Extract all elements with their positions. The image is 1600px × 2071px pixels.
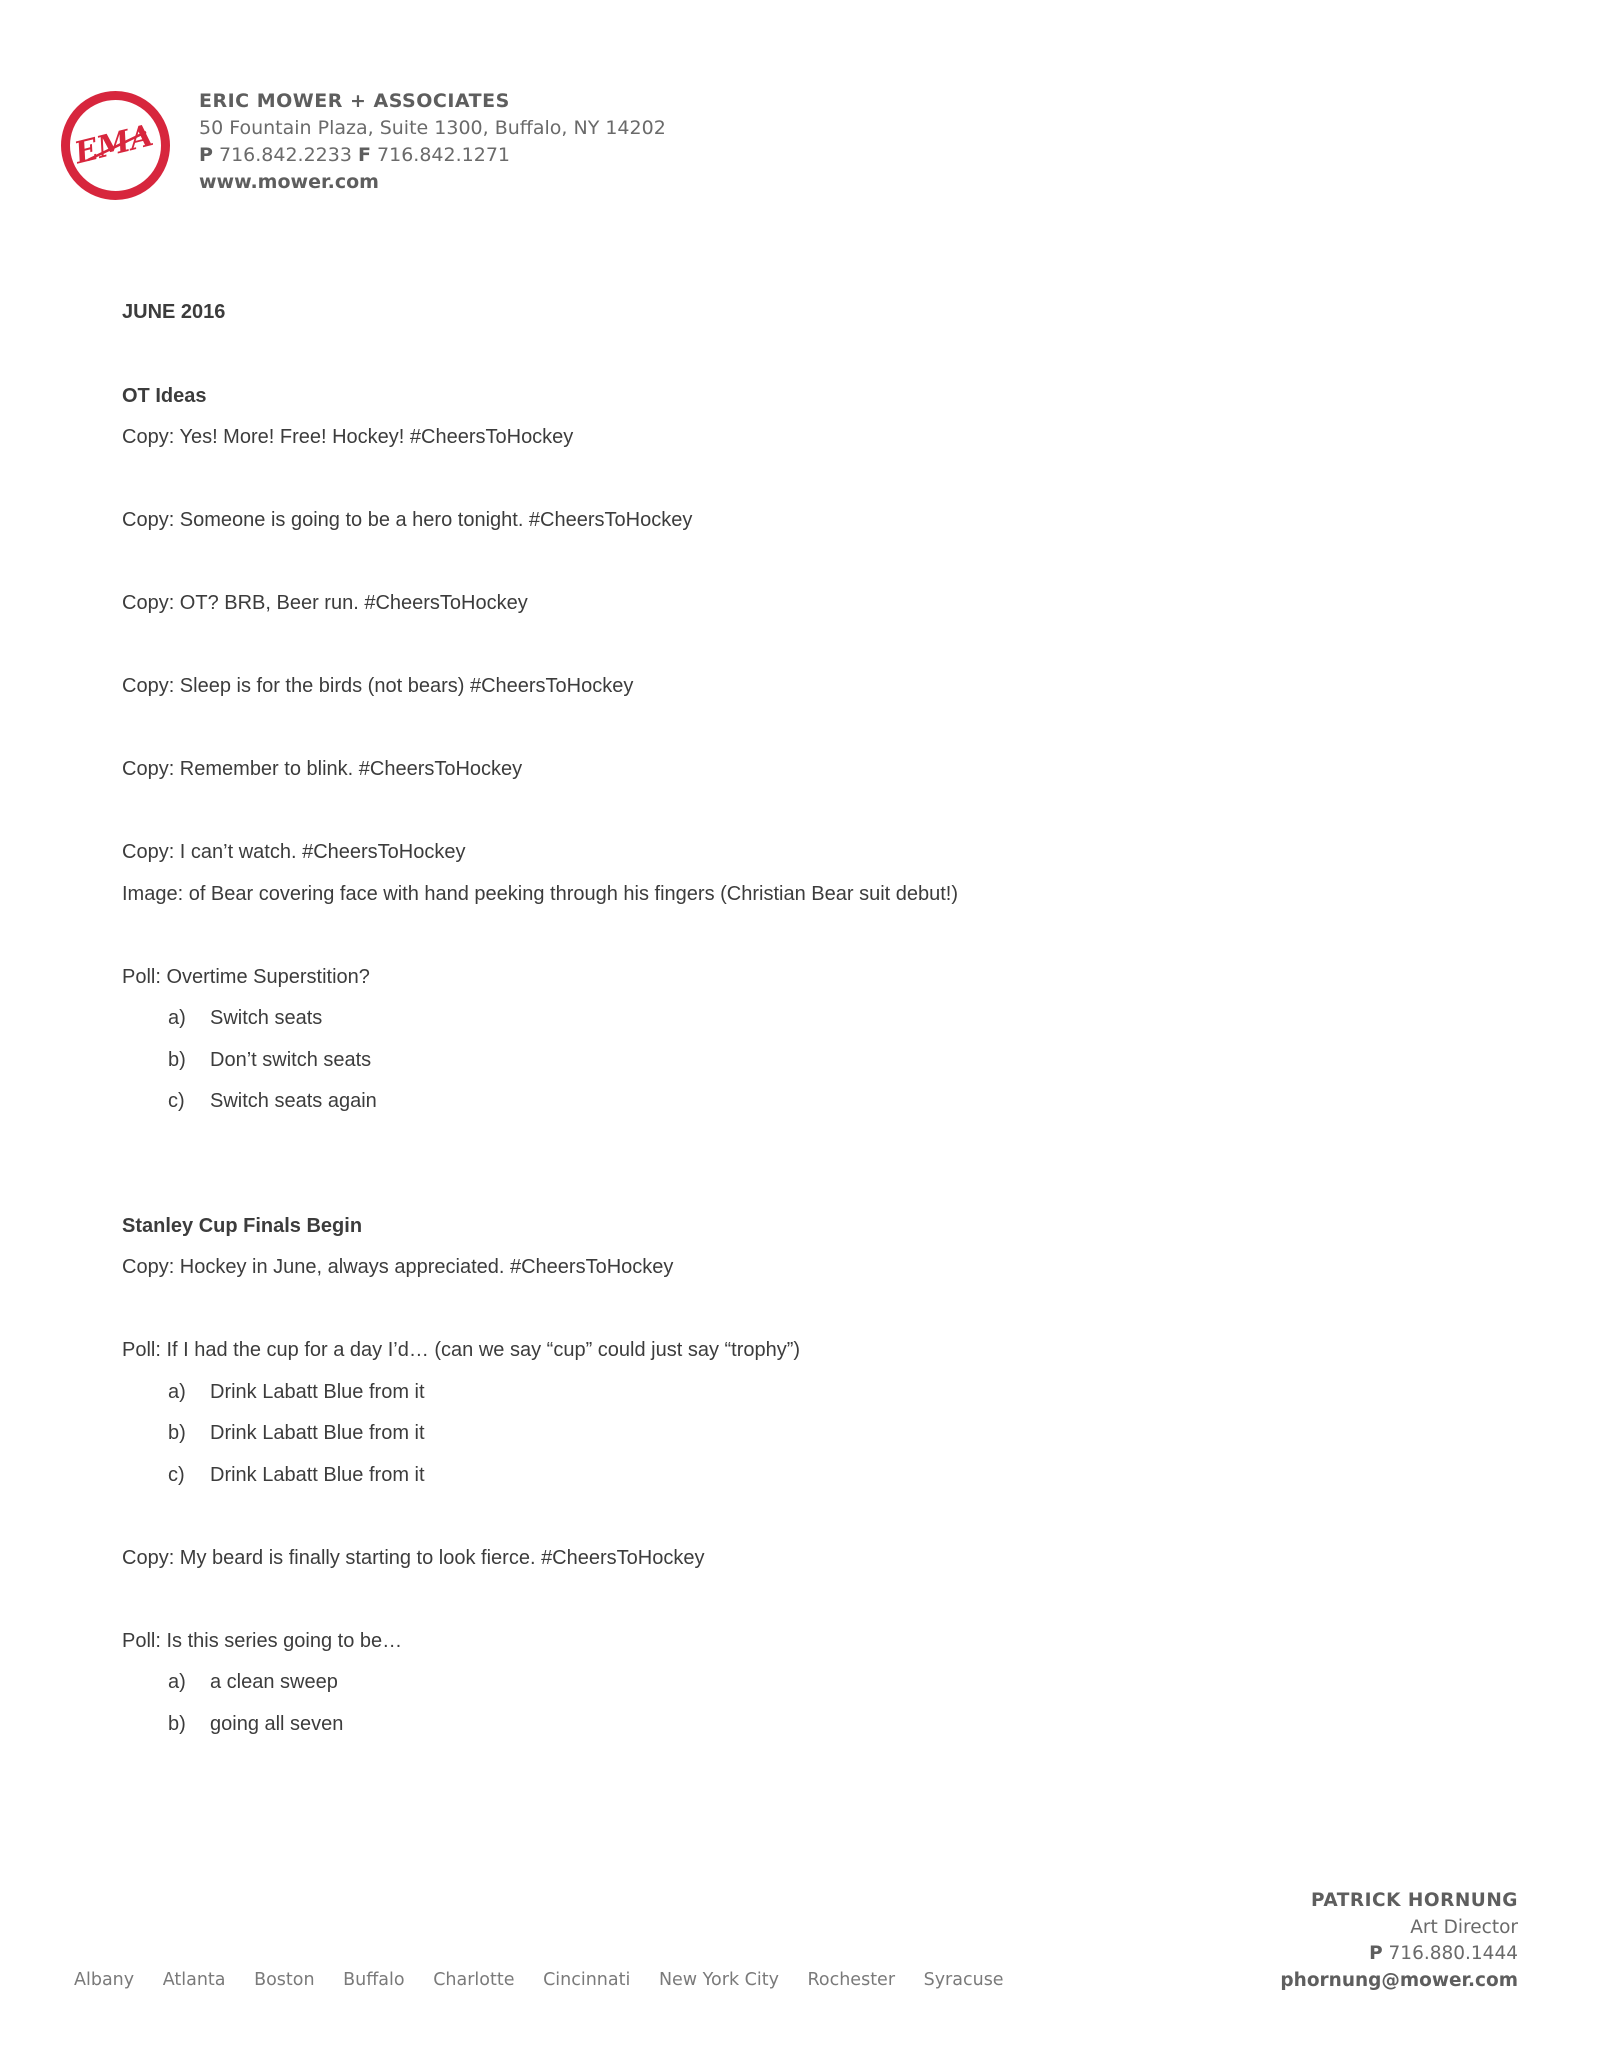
company-phone: 716.842.2233	[218, 144, 352, 166]
city: Rochester	[807, 1970, 896, 1990]
poll-question: Poll: Is this series going to be…	[122, 1629, 403, 1652]
office-cities	[74, 1970, 1027, 1990]
company-info	[199, 88, 666, 196]
copy-line: Copy: I can’t watch. #CheersToHockey	[122, 841, 466, 863]
option-marker: b)	[168, 1712, 186, 1735]
signature-phone-label: P	[1369, 1943, 1383, 1964]
phone-label: P	[199, 144, 213, 166]
company-website[interactable]: www.mower.com	[199, 171, 379, 193]
option-marker: a)	[168, 1380, 186, 1403]
poll-option	[122, 1081, 1422, 1123]
section-heading-stanley-cup: Stanley Cup Finals Begin	[122, 1214, 363, 1237]
company-name: ERIC MOWER + ASSOCIATES	[199, 90, 510, 112]
signature-title: Art Director	[1410, 1916, 1518, 1938]
poll-option	[122, 1372, 1422, 1414]
option-text: a clean sweep	[210, 1671, 338, 1693]
city: Buffalo	[343, 1970, 405, 1990]
city: Atlanta	[162, 1970, 226, 1990]
poll-question: Poll: If I had the cup for a day I’d… (can we say “cup” could just say “trophy”)	[122, 1339, 801, 1361]
option-text: going all seven	[210, 1712, 344, 1735]
document-body	[122, 292, 1422, 1745]
poll-option	[122, 1413, 1422, 1455]
poll-options	[122, 998, 1422, 1123]
poll-option	[122, 1662, 1422, 1704]
city: Albany	[74, 1970, 135, 1990]
poll-question: Poll: Overtime Superstition?	[122, 965, 370, 988]
option-text: Don’t switch seats	[210, 1048, 372, 1071]
signature-block	[1280, 1888, 1518, 1994]
option-text: Switch seats again	[210, 1090, 377, 1112]
option-text: Drink Labatt Blue from it	[210, 1422, 425, 1444]
poll-option	[122, 998, 1422, 1040]
copy-line: Copy: Remember to blink. #CheersToHockey	[122, 758, 523, 780]
image-note: Image: of Bear covering face with hand peeking through his fingers (Christian Bear suit debut!)	[122, 882, 959, 905]
poll-option	[122, 1040, 1422, 1082]
option-marker: c)	[168, 1463, 185, 1486]
signature-phone-number: 716.880.1444	[1388, 1943, 1518, 1964]
copy-line: Copy: Yes! More! Free! Hockey! #CheersToHockey	[122, 426, 574, 448]
copy-line: Copy: My beard is finally starting to look fierce. #CheersToHockey	[122, 1546, 705, 1569]
copy-line: Copy: Sleep is for the birds (not bears) #CheersToHockey	[122, 675, 634, 697]
company-address: 50 Fountain Plaza, Suite 1300, Buffalo, NY 14202	[199, 117, 666, 139]
city: New York City	[658, 1970, 779, 1990]
signature-email[interactable]: phornung@mower.com	[1280, 1969, 1518, 1991]
copy-line: Copy: Someone is going to be a hero tonight. #CheersToHockey	[122, 509, 693, 531]
document-date: JUNE 2016	[122, 301, 226, 323]
option-text: Drink Labatt Blue from it	[210, 1463, 425, 1486]
city: Cincinnati	[543, 1970, 631, 1990]
section-heading-ot-ideas: OT Ideas	[122, 384, 207, 407]
poll-options	[122, 1372, 1422, 1497]
option-marker: b)	[168, 1422, 186, 1444]
company-phone-fax	[199, 142, 666, 169]
signature-name: PATRICK HORNUNG	[1311, 1890, 1518, 1911]
option-marker: a)	[168, 1671, 186, 1693]
city: Boston	[254, 1970, 315, 1990]
city: Syracuse	[923, 1970, 1004, 1990]
ema-logo-icon	[58, 88, 173, 203]
option-marker: c)	[168, 1090, 185, 1112]
poll-options	[122, 1662, 1422, 1745]
fax-label: F	[358, 144, 371, 166]
option-text: Drink Labatt Blue from it	[210, 1380, 425, 1403]
copy-line: Copy: Hockey in June, always appreciated. #CheersToHockey	[122, 1256, 674, 1278]
signature-phone	[1280, 1941, 1518, 1968]
option-text: Switch seats	[210, 1007, 323, 1029]
poll-option	[122, 1455, 1422, 1497]
logo-text: EMA	[71, 118, 157, 172]
copy-line: Copy: OT? BRB, Beer run. #CheersToHockey	[122, 592, 528, 614]
company-fax: 716.842.1271	[377, 144, 510, 166]
option-marker: b)	[168, 1048, 186, 1071]
city: Charlotte	[433, 1970, 515, 1990]
option-marker: a)	[168, 1007, 186, 1029]
poll-option	[122, 1704, 1422, 1746]
